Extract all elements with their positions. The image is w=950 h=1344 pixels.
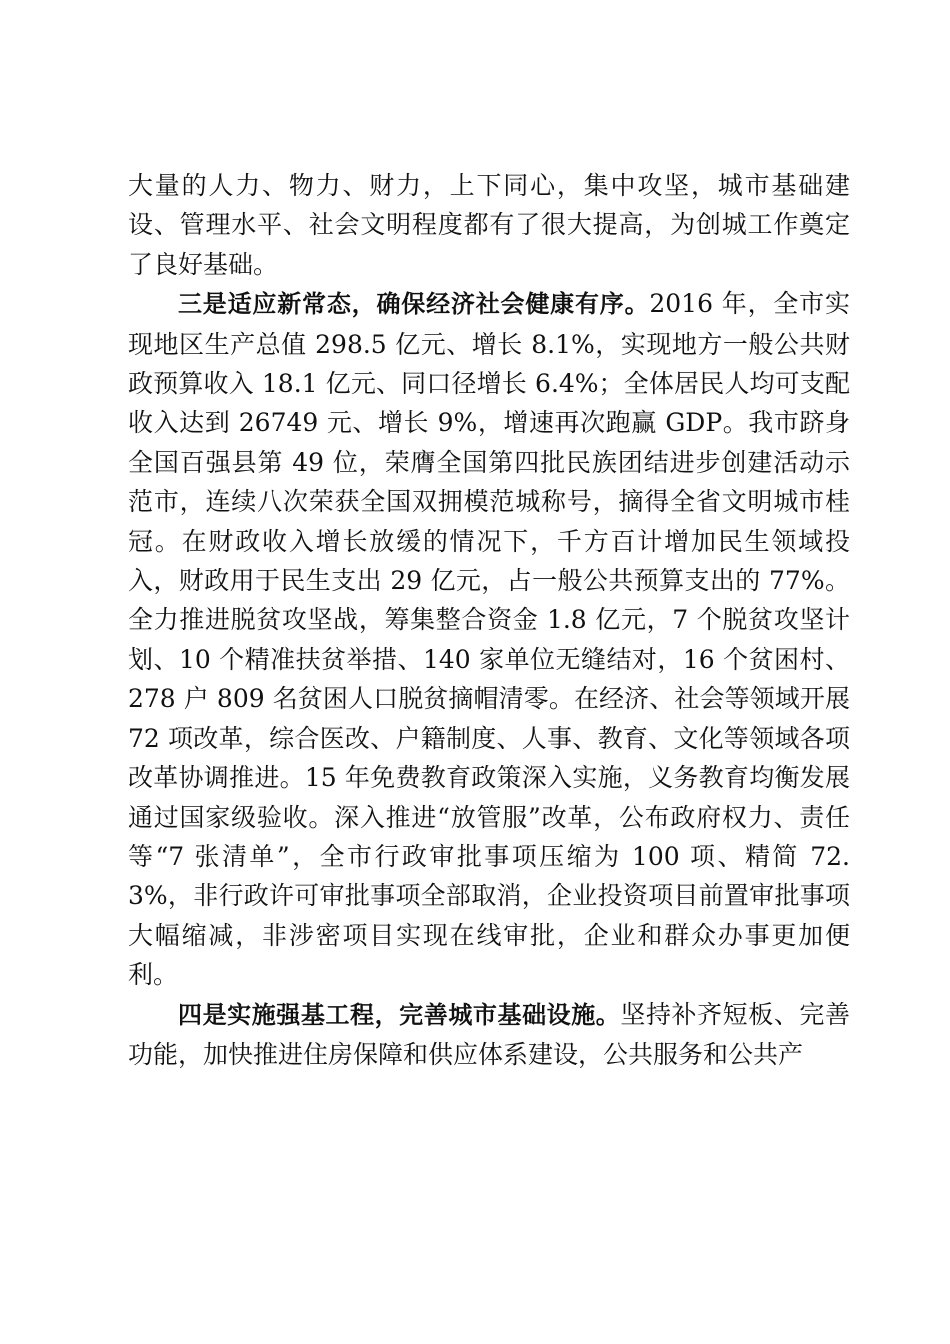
document-page xyxy=(128,166,850,1074)
paragraph-text: 2016 年，全市实现地区生产总值 298.5 亿元、增长 8.1%，实现地方一般公共财政预算收入 18.1 亿元、同口径增长 6.4%；全体居民人均可支配收入达到 26749 元、增长 9%，增速再次跑赢 GDP。我市跻身全国百强县第 49 位，荣膺全国第四批民族团结进步创建活动示范市，连续八次荣获全国双拥模范城称号，摘得全省文明城市桂冠。在财政收入增长放缓的情况下，千方百计增加民生领域投入，财政用于民生支出 29 亿元，占一般公共预算支出的 77%。全力推进脱贫攻坚战，筹集整合资金 1.8 亿元，7 个脱贫攻坚计划、10 个精准扶贫举措、140 家单位无缝结对，16 个贫困村、278 户 809 名贫困人口脱贫摘帽清零。在经济、社会等领域开展 72 项改革，综合医改、户籍制度、人事、教育、文化等领域各项改革协调推进。15 年免费教育政策深入实施，义务教育均衡发展通过国家级验收。深入推进“放管服”改革，公布政府权力、责任等“7 张清单”，全市行政审批事项压缩为 100 项、精简 72.3%，非行政许可审批事项全部取消，企业投资项目前置审批事项大幅缩减，非涉密项目实现在线审批，企业和群众办事更加便利。 xyxy=(128,289,850,990)
paragraph-lead: 四是实施强基工程，完善城市基础设施。 xyxy=(178,1000,621,1029)
paragraph-economy xyxy=(128,284,850,994)
paragraph-text: 大量的人力、物力、财力，上下同心，集中攻坚，城市基础建设、管理水平、社会文明程度都有了很大提高，为创城工作奠定了良好基础。 xyxy=(128,171,850,279)
paragraph-continuation xyxy=(128,166,850,284)
paragraph-text: 坚持补齐短板、完善功能，加快推进住房保障和供应体系建设，公共服务和公共产 xyxy=(128,999,850,1069)
paragraph-infrastructure xyxy=(128,995,850,1075)
paragraph-lead: 三是适应新常态，确保经济社会健康有序。 xyxy=(178,290,650,319)
